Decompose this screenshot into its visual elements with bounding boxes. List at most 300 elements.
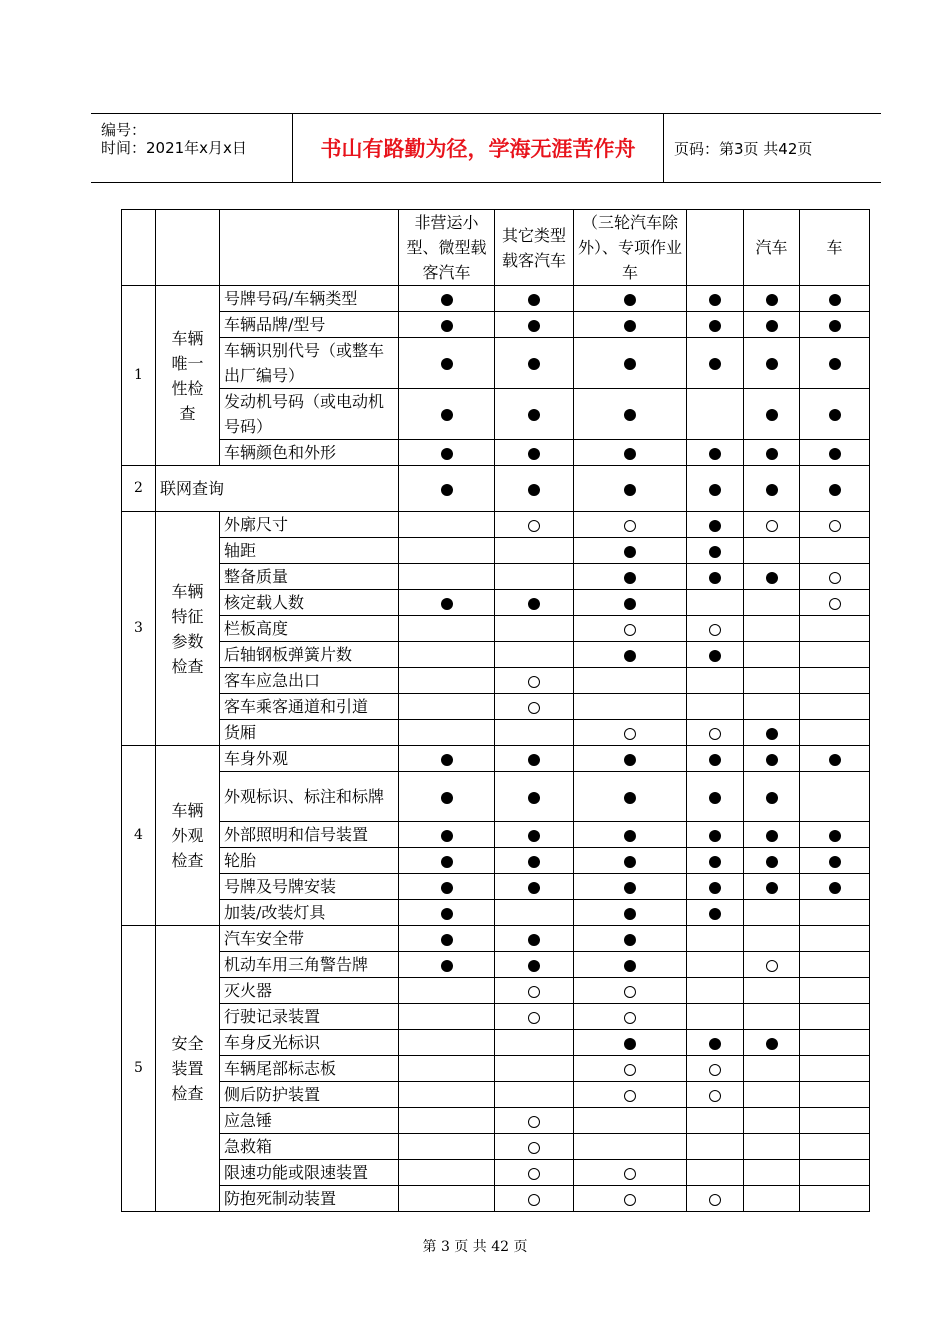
table-row: [122, 440, 870, 466]
mark-cell: [744, 389, 800, 440]
mark-cell: [800, 312, 870, 338]
mark-cell: [800, 616, 870, 642]
column-header: 其它类型载客汽车: [495, 210, 574, 286]
group-category: 车辆特征参数检查: [156, 512, 220, 746]
filled-circle-icon: [709, 754, 721, 766]
filled-circle-icon: [624, 484, 636, 496]
mark-cell: [687, 1160, 744, 1186]
mark-cell: [495, 590, 574, 616]
mark-cell: [495, 952, 574, 978]
header-page-label: 页码：第3页 共42页: [674, 139, 813, 158]
mark-cell: [744, 900, 800, 926]
group-number: 2: [122, 466, 156, 512]
filled-circle-icon: [624, 754, 636, 766]
mark-cell: [574, 512, 687, 538]
filled-circle-icon: [709, 650, 721, 662]
filled-circle-icon: [528, 856, 540, 868]
mark-cell: [744, 822, 800, 848]
mark-cell: [687, 642, 744, 668]
hollow-circle-icon: [766, 520, 778, 532]
table-row: [122, 848, 870, 874]
mark-cell: [744, 848, 800, 874]
filled-circle-icon: [709, 520, 721, 532]
mark-cell: [399, 668, 495, 694]
mark-cell: [800, 389, 870, 440]
filled-circle-icon: [528, 934, 540, 946]
filled-circle-icon: [441, 598, 453, 610]
mark-cell: [399, 538, 495, 564]
filled-circle-icon: [709, 1038, 721, 1050]
check-item: 外廓尺寸: [220, 512, 399, 538]
filled-circle-icon: [624, 598, 636, 610]
check-item: 外部照明和信号装置: [220, 822, 399, 848]
table-row: [122, 590, 870, 616]
filled-circle-icon: [709, 792, 721, 804]
mark-cell: [495, 466, 574, 512]
filled-circle-icon: [624, 650, 636, 662]
mark-cell: [399, 822, 495, 848]
filled-circle-icon: [441, 960, 453, 972]
column-header: [687, 210, 744, 286]
filled-circle-icon: [766, 294, 778, 306]
mark-cell: [399, 900, 495, 926]
mark-cell: [574, 389, 687, 440]
mark-cell: [399, 1108, 495, 1134]
mark-cell: [399, 874, 495, 900]
mark-cell: [495, 1004, 574, 1030]
column-header: 汽车: [744, 210, 800, 286]
check-item: 限速功能或限速装置: [220, 1160, 399, 1186]
mark-cell: [687, 1108, 744, 1134]
filled-circle-icon: [624, 882, 636, 894]
filled-circle-icon: [528, 294, 540, 306]
mark-cell: [800, 720, 870, 746]
mark-cell: [399, 338, 495, 389]
hollow-circle-icon: [528, 520, 540, 532]
hollow-circle-icon: [624, 520, 636, 532]
mark-cell: [687, 512, 744, 538]
mark-cell: [399, 694, 495, 720]
filled-circle-icon: [766, 830, 778, 842]
check-item: 汽车安全带: [220, 926, 399, 952]
hollow-circle-icon: [709, 728, 721, 740]
group-category: 联网查询: [156, 466, 399, 512]
mark-cell: [399, 466, 495, 512]
mark-cell: [574, 978, 687, 1004]
group-number: 4: [122, 746, 156, 926]
check-item: 加装/改装灯具: [220, 900, 399, 926]
mark-cell: [687, 616, 744, 642]
filled-circle-icon: [766, 484, 778, 496]
mark-cell: [574, 848, 687, 874]
mark-cell: [574, 668, 687, 694]
mark-cell: [687, 1030, 744, 1056]
mark-cell: [687, 564, 744, 590]
column-header: 非营运小型、微型载客汽车: [399, 210, 495, 286]
mark-cell: [495, 389, 574, 440]
mark-cell: [744, 538, 800, 564]
mark-cell: [574, 286, 687, 312]
mark-cell: [800, 564, 870, 590]
filled-circle-icon: [624, 934, 636, 946]
filled-circle-icon: [709, 572, 721, 584]
hollow-circle-icon: [528, 1142, 540, 1154]
mark-cell: [800, 772, 870, 822]
table-row: [122, 822, 870, 848]
column-header: [122, 210, 156, 286]
filled-circle-icon: [766, 572, 778, 584]
table-row: [122, 286, 870, 312]
mark-cell: [687, 772, 744, 822]
mark-cell: [495, 538, 574, 564]
check-item: 行驶记录装置: [220, 1004, 399, 1030]
mark-cell: [744, 772, 800, 822]
check-item: 号牌及号牌安装: [220, 874, 399, 900]
mark-cell: [744, 1134, 800, 1160]
filled-circle-icon: [624, 792, 636, 804]
mark-cell: [687, 440, 744, 466]
column-header: 车: [800, 210, 870, 286]
filled-circle-icon: [709, 546, 721, 558]
table-row: [122, 1004, 870, 1030]
header-slogan: 书山有路勤为径，学海无涯苦作舟: [293, 114, 664, 182]
filled-circle-icon: [709, 830, 721, 842]
hollow-circle-icon: [528, 702, 540, 714]
mark-cell: [495, 874, 574, 900]
mark-cell: [744, 1108, 800, 1134]
hollow-circle-icon: [829, 520, 841, 532]
mark-cell: [495, 512, 574, 538]
mark-cell: [687, 822, 744, 848]
mark-cell: [687, 694, 744, 720]
check-item: 灭火器: [220, 978, 399, 1004]
filled-circle-icon: [441, 934, 453, 946]
mark-cell: [495, 848, 574, 874]
filled-circle-icon: [441, 882, 453, 894]
group-number: 1: [122, 286, 156, 466]
filled-circle-icon: [441, 320, 453, 332]
filled-circle-icon: [829, 856, 841, 868]
filled-circle-icon: [624, 448, 636, 460]
filled-circle-icon: [441, 754, 453, 766]
check-item: 号牌号码/车辆类型: [220, 286, 399, 312]
filled-circle-icon: [528, 409, 540, 421]
filled-circle-icon: [441, 294, 453, 306]
mark-cell: [687, 1082, 744, 1108]
check-item: 应急锤: [220, 1108, 399, 1134]
check-item: 机动车用三角警告牌: [220, 952, 399, 978]
mark-cell: [399, 286, 495, 312]
filled-circle-icon: [709, 320, 721, 332]
mark-cell: [687, 1004, 744, 1030]
mark-cell: [800, 926, 870, 952]
group-category: 车辆唯一性检查: [156, 286, 220, 466]
mark-cell: [574, 746, 687, 772]
mark-cell: [800, 694, 870, 720]
mark-cell: [687, 590, 744, 616]
filled-circle-icon: [528, 882, 540, 894]
mark-cell: [399, 1004, 495, 1030]
page-footer: 第 3 页 共 42 页: [422, 1239, 528, 1255]
filled-circle-icon: [766, 728, 778, 740]
mark-cell: [399, 772, 495, 822]
mark-cell: [744, 694, 800, 720]
filled-circle-icon: [829, 448, 841, 460]
mark-cell: [574, 926, 687, 952]
check-item: 客车乘客通道和引道: [220, 694, 399, 720]
mark-cell: [800, 822, 870, 848]
filled-circle-icon: [624, 856, 636, 868]
filled-circle-icon: [441, 448, 453, 460]
mark-cell: [800, 512, 870, 538]
mark-cell: [800, 1134, 870, 1160]
check-item: 栏板高度: [220, 616, 399, 642]
table-row: [122, 512, 870, 538]
mark-cell: [399, 1030, 495, 1056]
hollow-circle-icon: [624, 1012, 636, 1024]
filled-circle-icon: [709, 358, 721, 370]
mark-cell: [744, 1160, 800, 1186]
hollow-circle-icon: [709, 1194, 721, 1206]
mark-cell: [495, 1030, 574, 1056]
mark-cell: [800, 642, 870, 668]
filled-circle-icon: [829, 409, 841, 421]
mark-cell: [687, 874, 744, 900]
mark-cell: [800, 900, 870, 926]
mark-cell: [687, 952, 744, 978]
filled-circle-icon: [624, 1038, 636, 1050]
mark-cell: [744, 312, 800, 338]
mark-cell: [687, 338, 744, 389]
group-number: 5: [122, 926, 156, 1212]
mark-cell: [574, 538, 687, 564]
hollow-circle-icon: [709, 624, 721, 636]
hollow-circle-icon: [709, 1090, 721, 1102]
hollow-circle-icon: [528, 1012, 540, 1024]
filled-circle-icon: [709, 908, 721, 920]
mark-cell: [800, 338, 870, 389]
filled-circle-icon: [441, 908, 453, 920]
mark-cell: [399, 978, 495, 1004]
table-row: [122, 1108, 870, 1134]
column-header: [220, 210, 399, 286]
filled-circle-icon: [624, 960, 636, 972]
filled-circle-icon: [766, 1038, 778, 1050]
check-item: 车身外观: [220, 746, 399, 772]
mark-cell: [574, 616, 687, 642]
check-item: 后轴钢板弹簧片数: [220, 642, 399, 668]
filled-circle-icon: [829, 754, 841, 766]
mark-cell: [800, 286, 870, 312]
mark-cell: [744, 1004, 800, 1030]
mark-cell: [399, 642, 495, 668]
mark-cell: [687, 466, 744, 512]
filled-circle-icon: [528, 358, 540, 370]
mark-cell: [574, 900, 687, 926]
mark-cell: [495, 642, 574, 668]
mark-cell: [574, 952, 687, 978]
mark-cell: [399, 389, 495, 440]
hollow-circle-icon: [624, 986, 636, 998]
filled-circle-icon: [441, 792, 453, 804]
filled-circle-icon: [624, 908, 636, 920]
filled-circle-icon: [829, 358, 841, 370]
mark-cell: [574, 1108, 687, 1134]
filled-circle-icon: [624, 409, 636, 421]
mark-cell: [399, 1134, 495, 1160]
hollow-circle-icon: [624, 728, 636, 740]
mark-cell: [800, 668, 870, 694]
mark-cell: [687, 978, 744, 1004]
hollow-circle-icon: [624, 1168, 636, 1180]
mark-cell: [744, 668, 800, 694]
table-row: [122, 978, 870, 1004]
filled-circle-icon: [829, 882, 841, 894]
filled-circle-icon: [766, 358, 778, 370]
table-row: [122, 389, 870, 440]
mark-cell: [399, 440, 495, 466]
filled-circle-icon: [528, 792, 540, 804]
hollow-circle-icon: [528, 986, 540, 998]
mark-cell: [399, 746, 495, 772]
mark-cell: [574, 312, 687, 338]
mark-cell: [744, 1056, 800, 1082]
mark-cell: [744, 564, 800, 590]
mark-cell: [495, 1160, 574, 1186]
mark-cell: [495, 440, 574, 466]
mark-cell: [744, 746, 800, 772]
mark-cell: [744, 286, 800, 312]
table-row: [122, 338, 870, 389]
mark-cell: [744, 926, 800, 952]
page-header: [91, 113, 881, 183]
mark-cell: [800, 538, 870, 564]
mark-cell: [495, 1082, 574, 1108]
mark-cell: [800, 746, 870, 772]
filled-circle-icon: [528, 320, 540, 332]
mark-cell: [687, 1056, 744, 1082]
mark-cell: [744, 466, 800, 512]
filled-circle-icon: [829, 294, 841, 306]
filled-circle-icon: [441, 409, 453, 421]
mark-cell: [399, 590, 495, 616]
inspection-table: [121, 209, 870, 1212]
mark-cell: [495, 312, 574, 338]
filled-circle-icon: [829, 830, 841, 842]
mark-cell: [495, 746, 574, 772]
check-item: 客车应急出口: [220, 668, 399, 694]
mark-cell: [399, 312, 495, 338]
check-item: 货厢: [220, 720, 399, 746]
filled-circle-icon: [624, 358, 636, 370]
mark-cell: [800, 1160, 870, 1186]
filled-circle-icon: [709, 294, 721, 306]
check-item: 车辆品牌/型号: [220, 312, 399, 338]
filled-circle-icon: [528, 960, 540, 972]
mark-cell: [399, 926, 495, 952]
mark-cell: [687, 312, 744, 338]
filled-circle-icon: [624, 830, 636, 842]
mark-cell: [399, 512, 495, 538]
mark-cell: [574, 1030, 687, 1056]
header-row: [122, 210, 870, 286]
mark-cell: [495, 338, 574, 389]
filled-circle-icon: [624, 320, 636, 332]
filled-circle-icon: [441, 856, 453, 868]
check-item: 轮胎: [220, 848, 399, 874]
table-row: [122, 1030, 870, 1056]
number-label: 编号：: [101, 121, 147, 139]
group-category: 车辆外观检查: [156, 746, 220, 926]
hollow-circle-icon: [709, 1064, 721, 1076]
table-row: [122, 466, 870, 512]
mark-cell: [574, 772, 687, 822]
filled-circle-icon: [624, 546, 636, 558]
mark-cell: [744, 874, 800, 900]
filled-circle-icon: [766, 754, 778, 766]
hollow-circle-icon: [624, 1064, 636, 1076]
check-item: 急救箱: [220, 1134, 399, 1160]
mark-cell: [399, 564, 495, 590]
mark-cell: [687, 1134, 744, 1160]
mark-cell: [687, 668, 744, 694]
mark-cell: [744, 338, 800, 389]
table-row: [122, 952, 870, 978]
mark-cell: [687, 720, 744, 746]
mark-cell: [800, 466, 870, 512]
mark-cell: [687, 848, 744, 874]
mark-cell: [800, 1082, 870, 1108]
check-item: 整备质量: [220, 564, 399, 590]
mark-cell: [800, 952, 870, 978]
mark-cell: [495, 926, 574, 952]
mark-cell: [800, 1108, 870, 1134]
mark-cell: [574, 822, 687, 848]
check-item: 防抱死制动装置: [220, 1186, 399, 1212]
filled-circle-icon: [528, 598, 540, 610]
table-row: [122, 1134, 870, 1160]
table-row: [122, 1186, 870, 1212]
table-row: [122, 1160, 870, 1186]
table-row: [122, 642, 870, 668]
check-item: 轴距: [220, 538, 399, 564]
mark-cell: [399, 1082, 495, 1108]
mark-cell: [800, 1030, 870, 1056]
mark-cell: [744, 1030, 800, 1056]
mark-cell: [495, 822, 574, 848]
filled-circle-icon: [709, 448, 721, 460]
mark-cell: [399, 848, 495, 874]
mark-cell: [687, 746, 744, 772]
mark-cell: [574, 720, 687, 746]
mark-cell: [399, 952, 495, 978]
filled-circle-icon: [528, 830, 540, 842]
mark-cell: [495, 668, 574, 694]
hollow-circle-icon: [624, 1090, 636, 1102]
filled-circle-icon: [829, 320, 841, 332]
mark-cell: [399, 720, 495, 746]
mark-cell: [574, 1056, 687, 1082]
filled-circle-icon: [441, 830, 453, 842]
mark-cell: [744, 1082, 800, 1108]
mark-cell: [800, 1056, 870, 1082]
mark-cell: [495, 978, 574, 1004]
mark-cell: [399, 616, 495, 642]
mark-cell: [744, 720, 800, 746]
check-item: 车辆尾部标志板: [220, 1056, 399, 1082]
table-row: [122, 720, 870, 746]
table-row: [122, 1082, 870, 1108]
